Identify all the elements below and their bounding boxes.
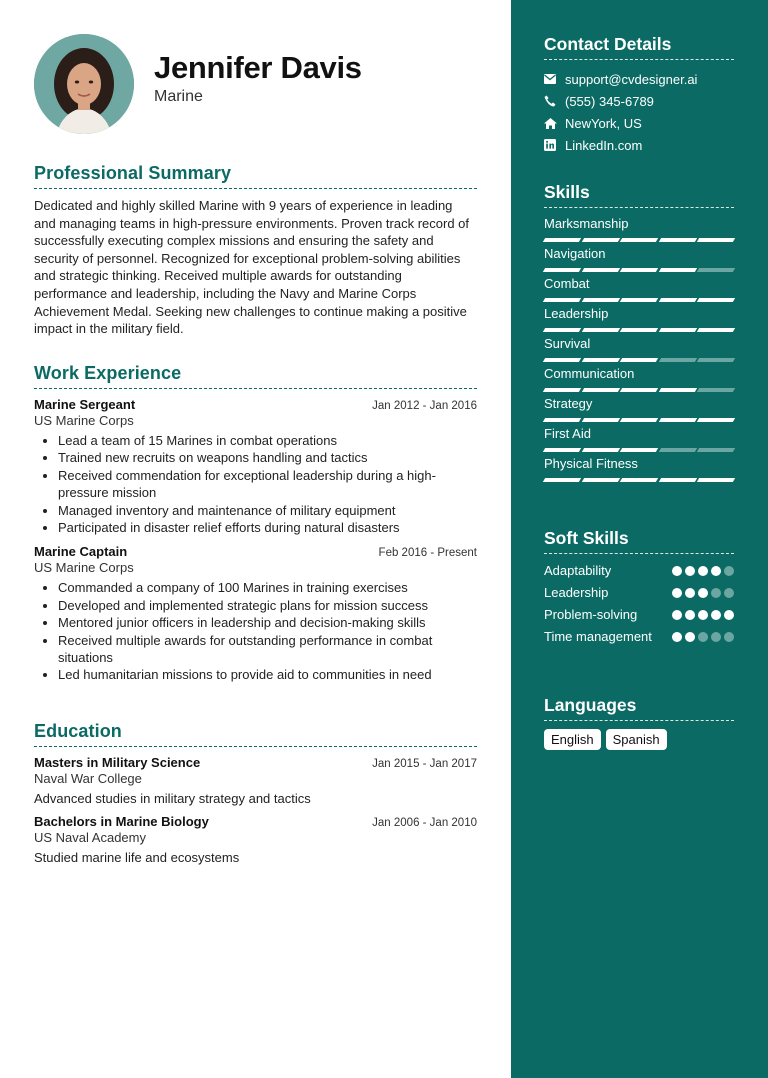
skill-level-segment xyxy=(620,478,658,482)
list-item: • Managed inventory and maintenance of military equipment xyxy=(58,502,477,519)
summary-title: Professional Summary xyxy=(34,163,477,189)
rating-dot xyxy=(685,588,695,598)
list-item: • Received commendation for exceptional leadership during a high-pressure mission xyxy=(58,467,477,502)
skill-level-segment xyxy=(620,328,658,332)
job-bullets xyxy=(34,432,477,536)
sidebar xyxy=(511,0,768,1078)
summary-section xyxy=(34,163,477,338)
rating-dot xyxy=(724,566,734,576)
soft-skill-name: Leadership xyxy=(544,585,609,600)
degree-title: Masters in Military Science xyxy=(34,755,201,770)
candidate-role: Marine xyxy=(154,88,203,105)
rating-dot xyxy=(698,566,708,576)
rating-dot xyxy=(711,588,721,598)
skill-level-segment xyxy=(543,268,581,272)
envelope-icon xyxy=(544,74,565,84)
skill-level-segment xyxy=(659,388,697,392)
rating-dot xyxy=(711,632,721,642)
skill-level-bar xyxy=(544,268,734,272)
skill-level-bar xyxy=(544,298,734,302)
language-tag: Spanish xyxy=(606,729,667,750)
skill-level-segment xyxy=(543,388,581,392)
education-entry xyxy=(34,814,477,865)
skill-level-segment xyxy=(543,418,581,422)
skill-name: Survival xyxy=(544,336,591,351)
candidate-name: Jennifer Davis xyxy=(154,50,362,85)
profile-photo xyxy=(34,34,134,134)
skill-item xyxy=(544,456,734,482)
soft-skills-list xyxy=(544,562,734,646)
school-name: US Naval Academy xyxy=(34,830,146,845)
rating-dot xyxy=(711,610,721,620)
skill-level-segment xyxy=(697,358,735,362)
soft-skills-section xyxy=(544,528,734,650)
rating-dot xyxy=(672,588,682,598)
degree-title: Bachelors in Marine Biology xyxy=(34,814,209,829)
job-title: Marine Sergeant xyxy=(34,397,136,412)
skill-level-segment xyxy=(581,388,619,392)
phone-icon xyxy=(544,95,565,107)
list-item: • Commanded a company of 100 Marines in training exercises xyxy=(58,579,477,596)
location-text: NewYork, US xyxy=(565,115,642,131)
soft-skill-rating xyxy=(672,566,734,576)
skill-name: Combat xyxy=(544,276,590,291)
skill-level-segment xyxy=(620,418,658,422)
skill-level-segment xyxy=(697,238,735,242)
skill-level-segment xyxy=(620,238,658,242)
skill-level-bar xyxy=(544,418,734,422)
skills-section xyxy=(544,182,734,486)
education-description: Studied marine life and ecosystems xyxy=(34,850,240,865)
job-entry xyxy=(34,397,477,536)
job-title: Marine Captain xyxy=(34,544,128,560)
soft-skill-rating xyxy=(672,632,734,642)
skill-level-segment xyxy=(543,448,581,452)
soft-skills-title: Soft Skills xyxy=(544,528,734,554)
rating-dot xyxy=(724,588,734,598)
skill-level-segment xyxy=(543,358,581,362)
soft-skill-item xyxy=(544,606,734,624)
skill-level-segment xyxy=(697,448,735,452)
skill-level-segment xyxy=(620,298,658,302)
soft-skill-item xyxy=(544,628,734,646)
list-item: • Mentored junior officers in leadership and decision-making skills xyxy=(58,614,477,631)
languages-title: Languages xyxy=(544,695,734,721)
skill-level-segment xyxy=(659,448,697,452)
skill-name: Communication xyxy=(544,366,635,381)
email-text: support@cvdesigner.ai xyxy=(565,71,698,87)
rating-dot xyxy=(711,566,721,576)
skill-level-bar xyxy=(544,478,734,482)
soft-skill-rating xyxy=(672,610,734,620)
rating-dot xyxy=(672,632,682,642)
skill-level-segment xyxy=(697,298,735,302)
skill-level-segment xyxy=(543,478,581,482)
rating-dot xyxy=(672,566,682,576)
skill-level-segment xyxy=(581,478,619,482)
skill-level-segment xyxy=(581,298,619,302)
rating-dot xyxy=(724,632,734,642)
skill-level-segment xyxy=(697,328,735,332)
skill-level-segment xyxy=(659,298,697,302)
list-item: • Received multiple awards for outstanding performance in combat situations xyxy=(58,632,477,667)
contact-location xyxy=(544,112,734,134)
skill-level-segment xyxy=(659,268,697,272)
rating-dot xyxy=(685,566,695,576)
linkedin-icon xyxy=(544,139,565,151)
job-dates: Feb 2016 - Present xyxy=(378,547,477,560)
skill-level-segment xyxy=(543,298,581,302)
rating-dot xyxy=(685,632,695,642)
skill-level-segment xyxy=(620,448,658,452)
skill-level-segment xyxy=(659,478,697,482)
phone-text: (555) 345-6789 xyxy=(565,93,654,109)
rating-dot xyxy=(698,632,708,642)
skills-title: Skills xyxy=(544,182,734,208)
skill-item xyxy=(544,396,734,422)
education-description: Advanced studies in military strategy and tactics xyxy=(34,791,311,806)
contact-email[interactable] xyxy=(544,68,734,90)
skill-level-segment xyxy=(620,268,658,272)
skill-item xyxy=(544,246,734,272)
soft-skill-item xyxy=(544,584,734,602)
soft-skill-name: Adaptability xyxy=(544,563,612,578)
job-organization: US Marine Corps xyxy=(34,413,134,428)
skill-name: Marksmanship xyxy=(544,216,629,231)
skill-level-bar xyxy=(544,388,734,392)
school-name: Naval War College xyxy=(34,771,142,786)
skill-level-segment xyxy=(659,358,697,362)
education-title: Education xyxy=(34,721,477,747)
rating-dot xyxy=(672,610,682,620)
skill-name: Leadership xyxy=(544,306,609,321)
contact-title: Contact Details xyxy=(544,34,734,60)
skill-level-segment xyxy=(697,388,735,392)
rating-dot xyxy=(698,588,708,598)
contact-phone[interactable] xyxy=(544,90,734,112)
skill-level-segment xyxy=(543,238,581,242)
experience-section xyxy=(34,363,477,692)
skill-level-segment xyxy=(581,268,619,272)
language-tags xyxy=(544,729,734,750)
skills-list xyxy=(544,216,734,482)
home-icon xyxy=(544,118,565,129)
avatar xyxy=(34,34,134,134)
skill-item xyxy=(544,336,734,362)
skill-level-segment xyxy=(581,328,619,332)
list-item: • Lead a team of 15 Marines in combat operations xyxy=(58,432,477,449)
soft-skill-item xyxy=(544,562,734,580)
skill-level-segment xyxy=(697,478,735,482)
skill-level-bar xyxy=(544,448,734,452)
rating-dot xyxy=(685,610,695,620)
education-dates: Jan 2015 - Jan 2017 xyxy=(372,758,477,770)
skill-level-bar xyxy=(544,238,734,242)
skill-item xyxy=(544,426,734,452)
skill-level-segment xyxy=(581,418,619,422)
contact-linkedin[interactable] xyxy=(544,134,734,156)
skill-item xyxy=(544,216,734,242)
education-section xyxy=(34,721,477,873)
languages-section xyxy=(544,695,734,750)
skill-level-segment xyxy=(581,358,619,362)
soft-skill-name: Time management xyxy=(544,629,652,644)
skill-level-bar xyxy=(544,358,734,362)
rating-dot xyxy=(724,610,734,620)
skill-name: Strategy xyxy=(544,396,593,411)
education-entry xyxy=(34,755,477,806)
rating-dot xyxy=(698,610,708,620)
skill-name: Navigation xyxy=(544,246,606,261)
job-organization: US Marine Corps xyxy=(34,560,134,576)
skill-item xyxy=(544,366,734,392)
skill-level-segment xyxy=(659,418,697,422)
skill-name: First Aid xyxy=(544,426,591,441)
skill-level-segment xyxy=(659,238,697,242)
skill-level-segment xyxy=(620,358,658,362)
skill-level-segment xyxy=(697,268,735,272)
list-item: • Trained new recruits on weapons handling and tactics xyxy=(58,449,477,466)
job-bullets xyxy=(34,579,477,683)
skill-item xyxy=(544,276,734,302)
skill-level-segment xyxy=(581,448,619,452)
skill-level-segment xyxy=(543,328,581,332)
skill-level-bar xyxy=(544,328,734,332)
contact-section xyxy=(544,34,734,156)
skill-name: Physical Fitness xyxy=(544,456,638,471)
summary-text: Dedicated and highly skilled Marine with 9 years of experience in leading and managing teams in high-pressure environments. Proven track record of successfully executing complex missions and ensuring the safety and security of personnel. Recognized for exceptional problem-solving abilities and strategic thinking. Received multiple awards for outstanding performance and leadership, including the Navy and Marine Corps Achievement Medal. Seeking new challenges to continue making a positive impact in the military field. xyxy=(34,198,469,337)
list-item: • Participated in disaster relief efforts during natural disasters xyxy=(58,519,477,536)
list-item: • Developed and implemented strategic plans for mission success xyxy=(58,597,477,614)
education-dates: Jan 2006 - Jan 2010 xyxy=(372,817,477,829)
skill-item xyxy=(544,306,734,332)
skill-level-segment xyxy=(697,418,735,422)
soft-skill-name: Problem-solving xyxy=(544,607,638,622)
linkedin-text: LinkedIn.com xyxy=(565,137,643,153)
skill-level-segment xyxy=(620,388,658,392)
skill-level-segment xyxy=(659,328,697,332)
job-entry xyxy=(34,544,477,683)
experience-title: Work Experience xyxy=(34,363,477,389)
soft-skill-rating xyxy=(672,588,734,598)
skill-level-segment xyxy=(581,238,619,242)
job-dates: Jan 2012 - Jan 2016 xyxy=(372,400,477,412)
language-tag: English xyxy=(544,729,601,750)
list-item: • Led humanitarian missions to provide aid to communities in need xyxy=(58,666,477,683)
